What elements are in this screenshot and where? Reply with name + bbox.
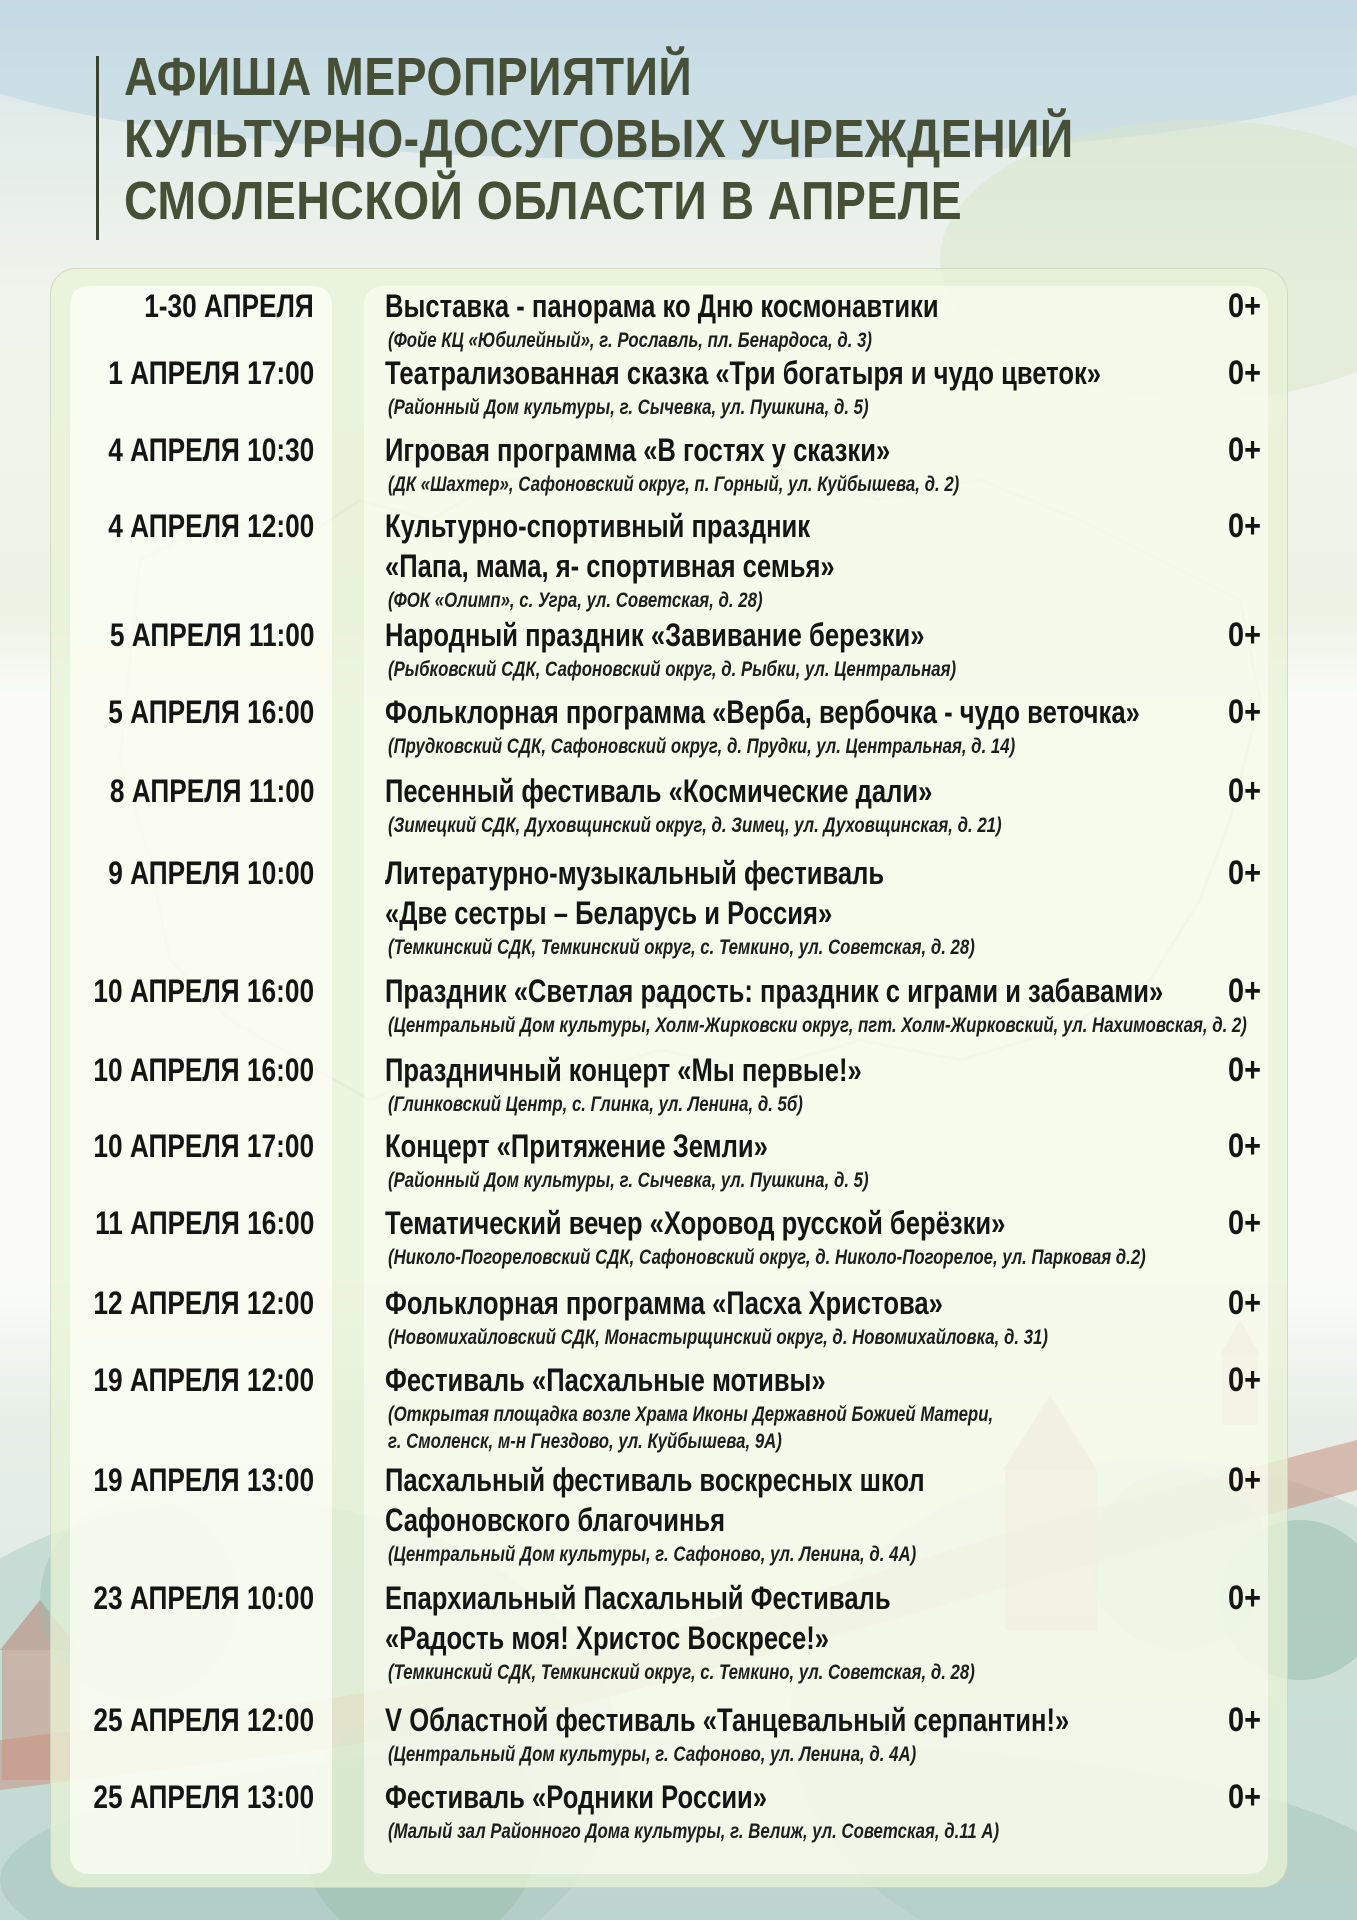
event-title (385, 1126, 1105, 1166)
event-title-line: Праздник «Светлая радость: праздник с играми и забавами» (385, 973, 1164, 1009)
event-date: 10 АПРЕЛЯ 17:00 (93, 1128, 314, 1164)
event-title-line: Фестиваль «Пасхальные мотивы» (385, 1362, 826, 1398)
event-venue (388, 471, 1108, 498)
event-date: 19 АПРЕЛЯ 13:00 (93, 1462, 314, 1498)
event-title (385, 853, 1105, 933)
event-venue (388, 1401, 1108, 1455)
event-venue-line: г. Смоленск, м-н Гнездово, ул. Куйбышева, 9А) (388, 1430, 782, 1453)
event-venue (388, 1659, 1108, 1686)
age-rating-badge: 0+ (1228, 1361, 1261, 1399)
event-date: 10 АПРЕЛЯ 16:00 (93, 973, 314, 1009)
event-date: 9 АПРЕЛЯ 10:00 (107, 855, 314, 891)
event-title-line: Фольклорная программа «Верба, вербочка - чудо веточка» (385, 694, 1140, 730)
event-venue-line: (Центральный Дом культуры, г. Сафоново, ул. Ленина, д. 4А) (388, 1743, 917, 1766)
event-date: 1 АПРЕЛЯ 17:00 (107, 355, 314, 391)
event-date: 12 АПРЕЛЯ 12:00 (93, 1285, 314, 1321)
event-venue (388, 812, 1108, 839)
event-date: 4 АПРЕЛЯ 12:00 (107, 508, 314, 544)
event-title (385, 353, 1105, 393)
event-title (385, 1578, 1105, 1658)
age-rating-badge: 0+ (1228, 1579, 1261, 1617)
event-title-line: Фольклорная программа «Пасха Христова» (385, 1285, 943, 1321)
event-date: 5 АПРЕЛЯ 11:00 (109, 617, 314, 653)
age-rating-badge: 0+ (1228, 854, 1261, 892)
age-rating-badge: 0+ (1228, 431, 1261, 469)
age-rating-badge: 0+ (1228, 616, 1261, 654)
event-title-line: Культурно-спортивный праздник (385, 508, 811, 544)
event-title-line: «Две сестры – Беларусь и Россия» (385, 895, 833, 931)
age-rating-badge: 0+ (1228, 1461, 1261, 1499)
event-date: 5 АПРЕЛЯ 16:00 (107, 694, 314, 730)
event-venue-line: (Темкинский СДК, Темкинский округ, с. Темкино, ул. Советская, д. 28) (388, 936, 975, 959)
event-date: 25 АПРЕЛЯ 12:00 (93, 1702, 314, 1738)
event-date: 11 АПРЕЛЯ 16:00 (94, 1205, 314, 1241)
event-venue-line: (Темкинский СДК, Темкинский округ, с. Темкино, ул. Советская, д. 28) (388, 1661, 975, 1684)
event-date: 8 АПРЕЛЯ 11:00 (109, 773, 314, 809)
event-venue (388, 1741, 1108, 1768)
age-rating-badge: 0+ (1228, 1284, 1261, 1322)
event-title-line: «Папа, мама, я- спортивная семья» (385, 548, 835, 584)
event-venue-line: (Фойе КЦ «Юбилейный», г. Рославль, пл. Бенардоса, д. 3) (388, 329, 873, 352)
event-title (385, 1203, 1105, 1243)
event-title-line: Концерт «Притяжение Земли» (385, 1128, 768, 1164)
event-title (385, 506, 1105, 586)
event-title (385, 1283, 1105, 1323)
event-venue-line: (ФОК «Олимп», с. Угра, ул. Советская, д. 28) (388, 589, 763, 612)
event-venue (388, 394, 1108, 421)
event-title (385, 1700, 1105, 1740)
poster-title-line: КУЛЬТУРНО-ДОСУГОВЫХ УЧРЕЖДЕНИЙ (124, 109, 1074, 169)
event-title (385, 1777, 1105, 1817)
age-rating-badge: 0+ (1228, 507, 1261, 545)
event-title (385, 1050, 1105, 1090)
event-venue-line: (Открытая площадка возле Храма Иконы Державной Божией Матери, (388, 1403, 994, 1426)
event-title-line: Пасхальный фестиваль воскресных школ (385, 1462, 925, 1498)
event-title-line: Игровая программа «В гостях у сказки» (385, 432, 891, 468)
age-rating-badge: 0+ (1228, 972, 1261, 1010)
event-venue-line: (Центральный Дом культуры, г. Сафоново, ул. Ленина, д. 4А) (388, 1543, 917, 1566)
age-rating-badge: 0+ (1228, 693, 1261, 731)
event-venue (388, 1012, 1247, 1039)
event-venue (388, 733, 1108, 760)
event-title (385, 771, 1105, 811)
event-venue-line: (Зимецкий СДК, Духовщинский округ, д. Зимец, ул. Духовщинская, д. 21) (388, 814, 1002, 837)
event-venue (388, 1091, 1108, 1118)
age-rating-badge: 0+ (1228, 354, 1261, 392)
event-venue-line: (Районный Дом культуры, г. Сычевка, ул. Пушкина, д. 5) (388, 1169, 869, 1192)
event-date: 23 АПРЕЛЯ 10:00 (93, 1580, 314, 1616)
event-title-line: «Радость моя! Христос Воскресе!» (385, 1620, 830, 1656)
event-venue (388, 1244, 1146, 1271)
event-venue-line: (Районный Дом культуры, г. Сычевка, ул. Пушкина, д. 5) (388, 396, 869, 419)
event-title (385, 430, 1105, 470)
event-title (385, 615, 1105, 655)
event-venue (388, 934, 1108, 961)
event-title-line: Песенный фестиваль «Космические дали» (385, 773, 933, 809)
age-rating-badge: 0+ (1228, 1701, 1261, 1739)
age-rating-badge: 0+ (1228, 772, 1261, 810)
age-rating-badge: 0+ (1228, 1778, 1261, 1816)
poster-title-line: АФИША МЕРОПРИЯТИЙ (124, 47, 693, 107)
event-date: 10 АПРЕЛЯ 16:00 (93, 1052, 314, 1088)
event-venue (388, 1167, 1108, 1194)
event-title-line: Праздничный концерт «Мы первые!» (385, 1052, 862, 1088)
event-venue-line: (Центральный Дом культуры, Холм-Жирковски округ, пгт. Холм-Жирковский, ул. Нахимовская, д. 2) (388, 1014, 1247, 1037)
event-title-line: Сафоновского благочинья (385, 1502, 726, 1538)
age-rating-badge: 0+ (1228, 287, 1261, 325)
event-venue (388, 587, 1108, 614)
event-title (385, 971, 1164, 1011)
poster-title-line: СМОЛЕНСКОЙ ОБЛАСТИ В АПРЕЛЕ (124, 171, 963, 231)
event-title-line: Фестиваль «Родники России» (385, 1779, 768, 1815)
event-venue-line: (ДК «Шахтер», Сафоновский округ, п. Горный, ул. Куйбышева, д. 2) (388, 473, 960, 496)
event-title (385, 1360, 1105, 1400)
event-venue-line: (Николо-Погореловский СДК, Сафоновский округ, д. Николо-Погорелое, ул. Парковая д.2) (388, 1246, 1146, 1269)
event-venue-line: (Малый зал Районного Дома культуры, г. Велиж, ул. Советская, д.11 А) (388, 1820, 1000, 1843)
event-venue (388, 1324, 1108, 1351)
age-rating-badge: 0+ (1228, 1051, 1261, 1089)
event-title-line: Литературно-музыкальный фестиваль (385, 855, 885, 891)
event-date: 25 АПРЕЛЯ 13:00 (93, 1779, 314, 1815)
event-venue (388, 1541, 1108, 1568)
event-venue (388, 1818, 1108, 1845)
event-date: 4 АПРЕЛЯ 10:30 (107, 432, 314, 468)
event-title (385, 286, 1105, 326)
event-venue-line: (Прудковский СДК, Сафоновский округ, д. Прудки, ул. Центральная, д. 14) (388, 735, 1016, 758)
event-title-line: Епархиальный Пасхальный Фестиваль (385, 1580, 891, 1616)
event-title-line: Театрализованная сказка «Три богатыря и чудо цветок» (385, 355, 1102, 391)
event-title-line: V Областной фестиваль «Танцевальный серпантин!» (385, 1702, 1070, 1738)
event-venue-line: (Рыбковский СДК, Сафоновский округ, д. Рыбки, ул. Центральная) (388, 658, 957, 681)
event-venue (388, 656, 1108, 683)
age-rating-badge: 0+ (1228, 1204, 1261, 1242)
event-title-line: Народный праздник «Завивание березки» (385, 617, 925, 653)
event-title (385, 1460, 1105, 1540)
event-venue (388, 327, 1108, 354)
event-title-line: Выставка - панорама ко Дню космонавтики (385, 288, 939, 324)
event-title-line: Тематический вечер «Хоровод русской берёзки» (385, 1205, 1006, 1241)
event-venue-line: (Глинковский Центр, с. Глинка, ул. Ленина, д. 5б) (388, 1093, 803, 1116)
event-venue-line: (Новомихайловский СДК, Монастырщинский округ, д. Новомихайловка, д. 31) (388, 1326, 1048, 1349)
event-date: 1-30 АПРЕЛЯ (144, 288, 314, 324)
event-date: 19 АПРЕЛЯ 12:00 (93, 1362, 314, 1398)
event-title (385, 692, 1140, 732)
age-rating-badge: 0+ (1228, 1127, 1261, 1165)
